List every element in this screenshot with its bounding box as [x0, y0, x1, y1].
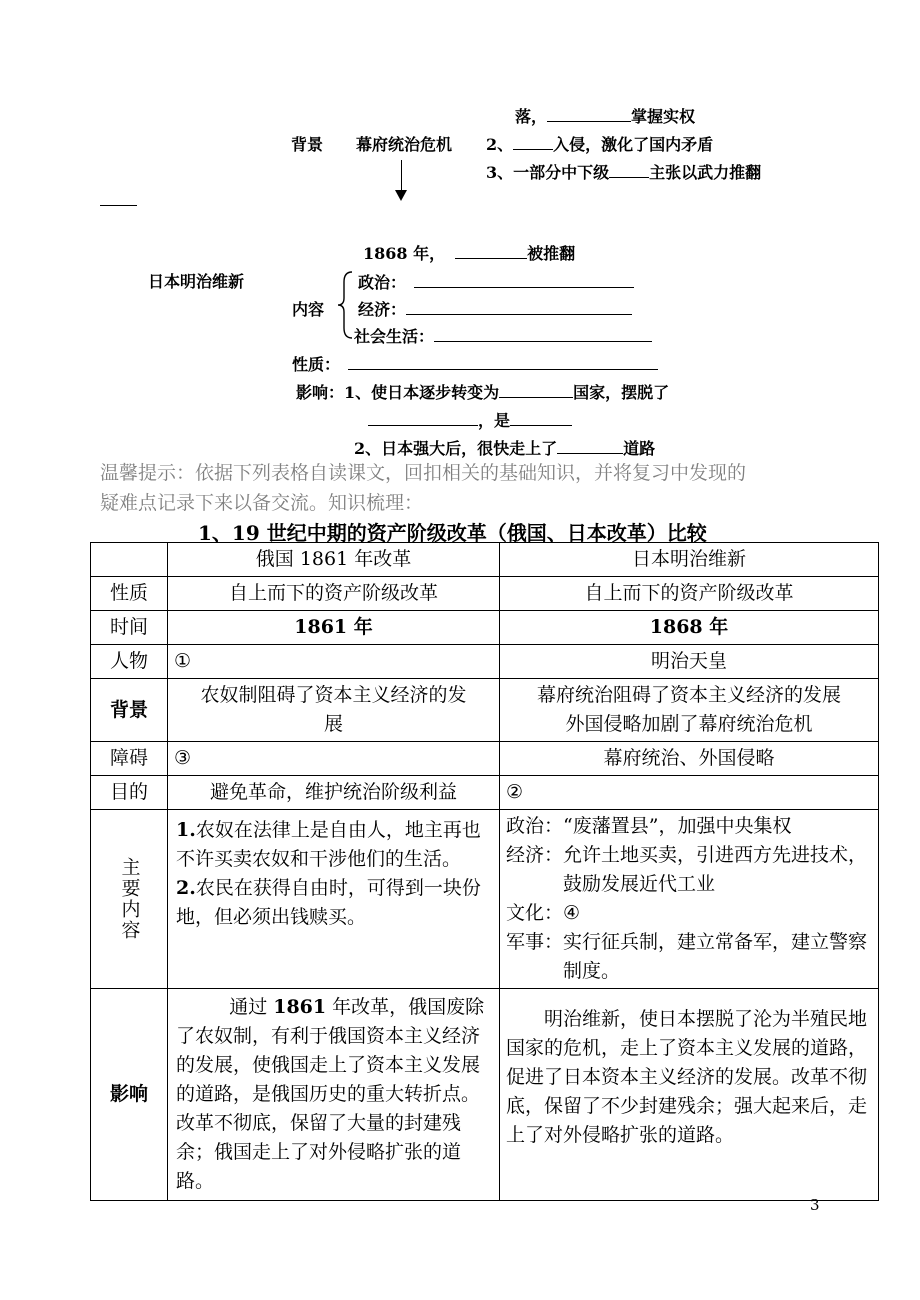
- russia-content-item-2: 2.农民在获得自由时，可得到一块份地，但必须出钱赎买。: [176, 877, 481, 928]
- tip-line-1: 温馨提示：依据下列表格自读课文，回扣相关的基础知识，并将复习中发现的: [100, 462, 747, 484]
- outline-line-fall: 落， 掌握实权: [515, 107, 696, 126]
- russia-background-line-2: 展: [323, 713, 343, 735]
- impact-line-1b: ，是: [368, 408, 572, 431]
- blank: [510, 409, 572, 426]
- row-label-time: 时间: [91, 611, 168, 645]
- social-line: 社会生活：: [354, 324, 652, 347]
- blank: [513, 133, 553, 150]
- japan-background-line-1: 幕府统治阻碍了资本主义经济的发展: [536, 684, 841, 706]
- table-row: [91, 810, 879, 989]
- russia-background-line-1: 农奴制阻碍了资本主义经济的发: [200, 684, 467, 706]
- russia-content: [168, 810, 500, 989]
- japan-impact-text: 明治维新，使日本摆脱了沦为半殖民地国家的危机，走上了资本主义发展的道路，促进了日本资本主义经济的发展。改革不彻底，保留了不少封建残余；强大起来后，走上了对外侵略扩张的道路。: [506, 1008, 868, 1146]
- russia-purpose: 避免革命，维护统治阶级利益: [168, 776, 500, 810]
- russia-content-item-1: 1.农奴在法律上是自由人，地主再也不许买卖农奴和干涉他们的生活。: [176, 819, 481, 870]
- outline-item-3: 3、一部分中下级 主张以武力推翻: [486, 163, 762, 182]
- down-arrow-line: [401, 160, 402, 194]
- japan-content: [500, 810, 879, 989]
- russia-impact: [168, 989, 500, 1201]
- row-label-impact: 影响: [91, 989, 168, 1201]
- header-russia: 俄国 1861 年改革: [168, 543, 500, 577]
- blank: [348, 353, 658, 370]
- japan-person: 明治天皇: [500, 645, 879, 679]
- blank: [414, 271, 634, 288]
- russia-background: [168, 679, 500, 742]
- blank: [557, 437, 623, 454]
- table-row: [91, 645, 879, 679]
- japan-purpose: ②: [500, 776, 879, 810]
- japan-time: 1868 年: [500, 611, 879, 645]
- row-label-obstacle: 障碍: [91, 742, 168, 776]
- row-label-nature: 性质: [91, 577, 168, 611]
- table-row: [91, 679, 879, 742]
- content-label: 内容: [292, 300, 325, 319]
- outline-item-2: 2、 入侵，激化了国内矛盾: [486, 135, 714, 154]
- blank-continuation: [100, 205, 137, 206]
- table-row: [91, 742, 879, 776]
- table-header-row: [91, 543, 879, 577]
- russia-nature: 自上而下的资产阶级改革: [168, 577, 500, 611]
- table-title: 1、19 世纪中期的资产阶级改革（俄国、日本改革）比较: [198, 521, 707, 545]
- japan-impact: [500, 989, 879, 1201]
- row-label-background: 背景: [91, 679, 168, 742]
- row-label-purpose: 目的: [91, 776, 168, 810]
- impact-line-2: 2、日本强大后，很快走上了 道路: [354, 439, 656, 458]
- blank: [609, 161, 649, 178]
- background-label: 背景: [291, 135, 324, 154]
- header-empty-cell: [91, 543, 168, 577]
- table-row: [91, 577, 879, 611]
- japan-content-military: 军事： 实行征兵制，建立常备军，建立警察制度。: [506, 931, 868, 982]
- politics-line: 政治：: [358, 270, 634, 293]
- shogunate-crisis: 幕府统治危机: [356, 135, 453, 154]
- nature-line: 性质：: [292, 352, 658, 375]
- row-label-content: [91, 810, 168, 989]
- header-japan: 日本明治维新: [500, 543, 879, 577]
- economy-line: 经济：: [358, 297, 632, 320]
- content-vertical-label: 主要内容: [118, 857, 141, 941]
- blank: [406, 298, 632, 315]
- year-line: 1868 年， 被推翻: [363, 244, 576, 263]
- japan-content-economy: 经济： 允许土地买卖，引进西方先进技术，鼓励发展近代工业: [506, 844, 868, 895]
- blank: [499, 381, 573, 398]
- meiji-title: 日本明治维新: [148, 272, 245, 291]
- page-number: 3: [810, 1196, 820, 1214]
- japan-obstacle: 幕府统治、外国侵略: [500, 742, 879, 776]
- brace-icon: [336, 270, 356, 340]
- table-row: [91, 989, 879, 1201]
- table-row: [91, 611, 879, 645]
- japan-background-line-2: 外国侵略加剧了幕府统治危机: [565, 713, 813, 735]
- tip-line-2: 疑难点记录下来以备交流。知识梳理：: [100, 492, 424, 514]
- blank: [368, 409, 478, 426]
- russia-time: 1861 年: [168, 611, 500, 645]
- japan-background: [500, 679, 879, 742]
- down-arrow-icon: [395, 190, 407, 201]
- table-row: [91, 776, 879, 810]
- japan-nature: 自上而下的资产阶级改革: [500, 577, 879, 611]
- blank: [547, 105, 631, 122]
- russia-person: ①: [168, 645, 500, 679]
- comparison-table: [90, 542, 879, 1201]
- blank: [455, 242, 527, 259]
- blank: [434, 325, 652, 342]
- impact-line-1: 影响：1、使日本逐步转变为 国家，摆脱了: [296, 383, 670, 402]
- russia-impact-text: 通过 1861 年改革，俄国废除了农奴制，有利于俄国资本主义经济的发展，使俄国走上了资本主义发展的道路，是俄国历史的重大转折点。改革不彻底，保留了大量的封建残余；俄国走上了对外侵略扩张的道路。: [176, 996, 485, 1192]
- russia-obstacle: ③: [168, 742, 500, 776]
- japan-content-culture: 文化： ④: [506, 902, 581, 924]
- row-label-person: 人物: [91, 645, 168, 679]
- japan-content-politics: 政治： “废藩置县”，加强中央集权: [506, 815, 792, 837]
